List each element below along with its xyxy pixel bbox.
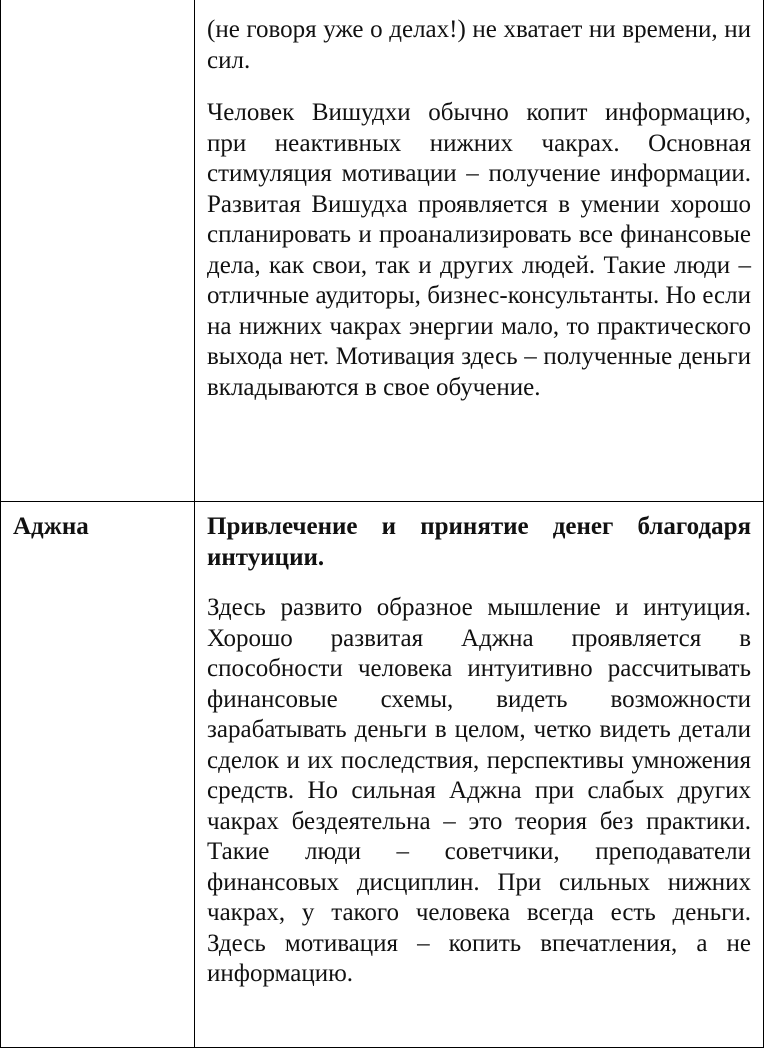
chakra-name-cell xyxy=(1,0,195,502)
chakra-description-cell xyxy=(195,0,764,502)
paragraph-vishuddha: Человек Вишудхи обычно копит информацию, при неактивных нижних чакрах. Основная стимуляция мотивации – получение информации. Развитая Вишудха проявляется в умении хорошо спланировать и проанализировать все финансовые дела, как свои, так и других людей. Такие люди – отличные аудиторы, бизнес-консультанты. Но если на нижних чакрах энергии мало, то практического выхода нет. Мотивация здесь – полученные деньги вкладываются в свое обучение. xyxy=(207,99,751,401)
chakra-name-cell: Аджна xyxy=(1,502,195,1048)
chakra-heading: Привлечение и принятие денег благодаря интуиции. xyxy=(207,513,751,571)
chakra-description-cell xyxy=(195,502,764,1048)
table-row xyxy=(1,0,764,502)
paragraph-continuation: (не говоря уже о делах!) не хватает ни времени, ни сил. xyxy=(207,16,751,74)
table-row xyxy=(1,502,764,1048)
paragraph-ajna: Здесь развито образное мышление и интуиция. Хорошо развитая Аджна проявляется в способности человека интуитивно рассчитывать финансовые схемы, видеть возможности зарабатывать деньги в целом, четко видеть детали сделок и их последствия, перспективы умножения средств. Но сильная Аджна при слабых других чакрах бездеятельна – это теория без практики. Такие люди – советчики, преподаватели финансовых дисциплин. При сильных нижних чакрах, у такого человека всегда есть деньги. Здесь мотивация – копить впечатления, а не информацию. xyxy=(207,594,751,987)
